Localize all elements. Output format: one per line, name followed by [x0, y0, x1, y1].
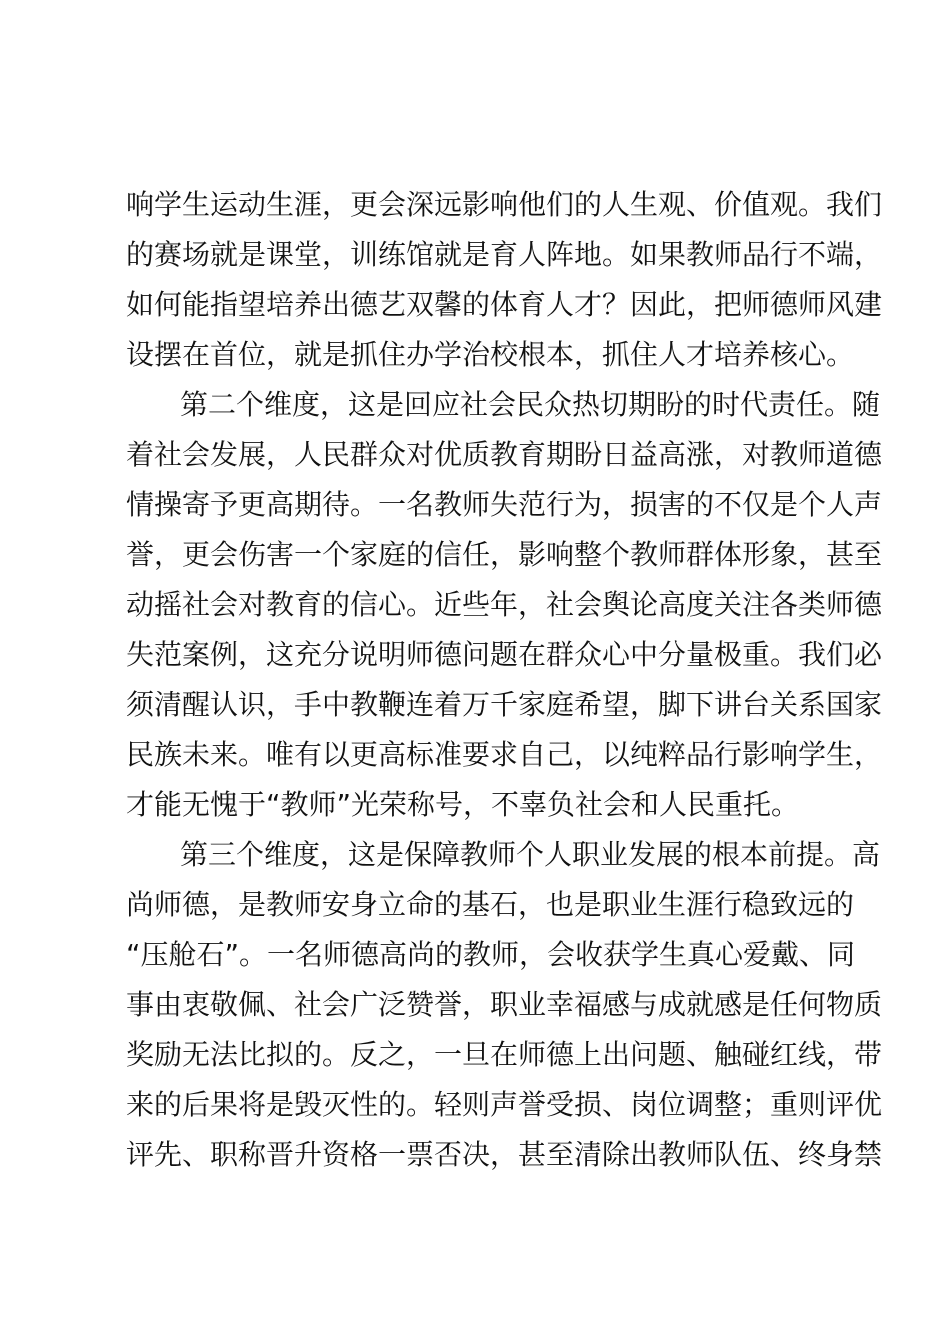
text-line: 奖励无法比拟的。反之，一旦在师德上出问题、触碰红线，带 — [126, 1038, 883, 1071]
text-line: 来的后果将是毁灭性的。轻则声誉受损、岗位调整；重则评优 — [126, 1088, 883, 1121]
text-line: 着社会发展，人民群众对优质教育期盼日益高涨，对教师道德 — [126, 438, 883, 471]
text-line: 才能无愧于“教师”光荣称号，不辜负社会和人民重托。 — [126, 788, 800, 821]
text-line: 的赛场就是课堂，训练馆就是育人阵地。如果教师品行不端， — [126, 238, 883, 271]
text-line: 如何能指望培养出德艺双馨的体育人才？因此，把师德师风建 — [126, 288, 883, 321]
text-line: 民族未来。唯有以更高标准要求自己，以纯粹品行影响学生， — [126, 738, 883, 771]
text-line: 失范案例，这充分说明师德问题在群众心中分量极重。我们必 — [126, 638, 883, 671]
text-line: 事由衷敬佩、社会广泛赞誉，职业幸福感与成就感是任何物质 — [126, 988, 883, 1021]
text-line: 须清醒认识，手中教鞭连着万千家庭希望，脚下讲台关系国家 — [126, 688, 883, 721]
paragraph-first-line: 第三个维度，这是保障教师个人职业发展的根本前提。高 — [180, 838, 881, 871]
text-line: 誉，更会伤害一个家庭的信任，影响整个教师群体形象，甚至 — [126, 538, 883, 571]
text-line: 尚师德，是教师安身立命的基石，也是职业生涯行稳致远的 — [126, 888, 855, 921]
paragraph-first-line: 第二个维度，这是回应社会民众热切期盼的时代责任。随 — [180, 388, 881, 421]
text-line: 情操寄予更高期待。一名教师失范行为，损害的不仅是个人声 — [126, 488, 883, 521]
text-line: 响学生运动生涯，更会深远影响他们的人生观、价值观。我们 — [126, 188, 883, 221]
text-line: “压舱石”。一名师德高尚的教师，会收获学生真心爱戴、同 — [126, 938, 856, 971]
text-line: 设摆在首位，就是抓住办学治校根本，抓住人才培养核心。 — [126, 338, 855, 371]
text-line: 评先、职称晋升资格一票否决，甚至清除出教师队伍、终身禁 — [126, 1138, 883, 1171]
text-line: 动摇社会对教育的信心。近些年，社会舆论高度关注各类师德 — [126, 588, 883, 621]
